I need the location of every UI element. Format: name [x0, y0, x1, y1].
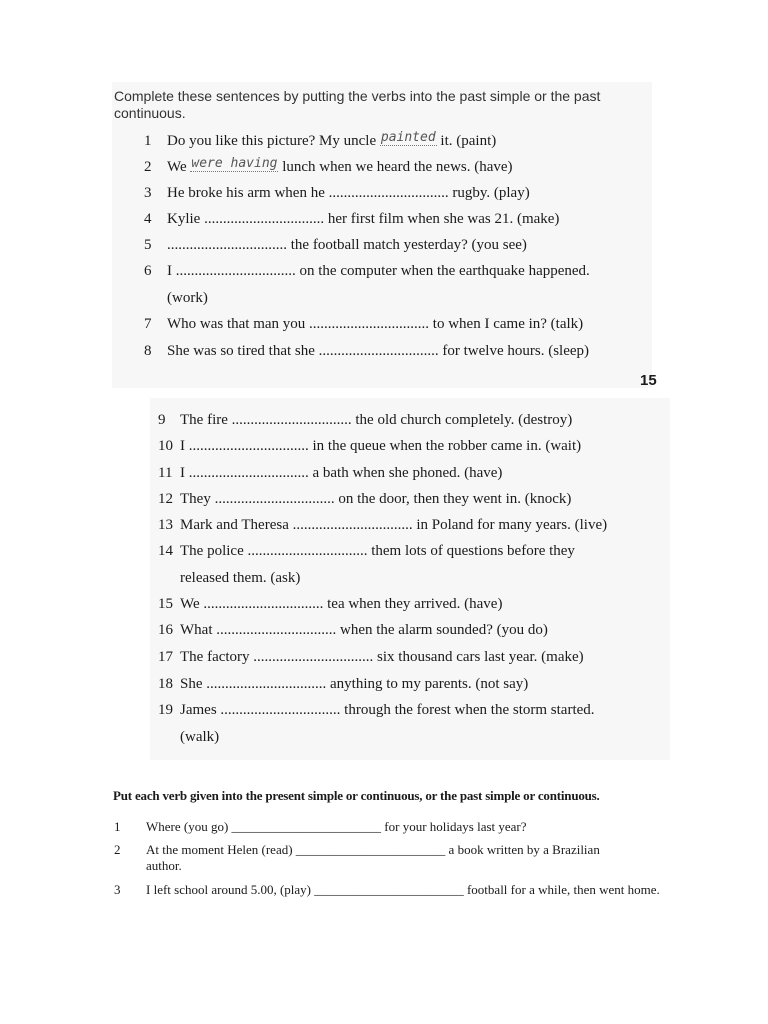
item-text: What ................................ when the alarm sounded? (you do) [180, 622, 548, 638]
exercise-instruction-2: Put each verb given into the present simple or continuous, or the past simple or continuous. [113, 788, 600, 803]
page-number: 15 [640, 372, 657, 389]
item-number: 7 [144, 316, 152, 332]
item-text: Kylie ................................ her first film when she was 21. (make) [167, 211, 560, 227]
item-number: 16 [158, 622, 173, 638]
exercise-instruction: Complete these sentences by putting the verbs into the past simple or the past continuous. [114, 88, 601, 121]
item-number: 19 [158, 702, 173, 718]
item-text: The police ................................ them lots of questions before they [180, 543, 575, 559]
item-number: 1 [144, 133, 152, 149]
item-number: 10 [158, 438, 173, 454]
item-text: Do you like this picture? My uncle painted it. (paint) [167, 130, 497, 149]
item-text: We were having lunch when we heard the news. (have) [167, 156, 513, 175]
item-text: I ................................ in the queue when the robber came in. (wait) [180, 438, 582, 454]
item-text-continued: released them. (ask) [180, 570, 301, 586]
item-number: 11 [158, 465, 173, 481]
item-number: 17 [158, 649, 173, 665]
item-text: I ................................ a bath when she phoned. (have) [180, 465, 503, 481]
item-number: 13 [158, 517, 173, 533]
item-text: We ................................ tea when they arrived. (have) [180, 596, 503, 612]
item-number: 3 [114, 882, 121, 897]
item-number: 3 [144, 185, 152, 201]
item-number: 15 [158, 596, 173, 612]
item-text: The factory ................................ six thousand cars last year. (make) [180, 649, 584, 665]
item-number: 6 [144, 263, 152, 279]
item-text: They ................................ on the door, then they went in. (knock) [180, 491, 572, 507]
item-number: 1 [114, 819, 121, 834]
item-text: Where (you go) _______________________ for your holidays last year? [146, 819, 527, 834]
item-text: At the moment Helen (read) _______________________ a book written by a Brazilian author. [146, 842, 600, 873]
item-text: Mark and Theresa ................................ in Poland for many years. (live) [180, 517, 608, 533]
item-number: 5 [144, 237, 152, 253]
item-text: I left school around 5.00, (play) _______________________ football for a while, then went home. [146, 882, 660, 897]
item-number: 2 [114, 842, 121, 857]
item-number: 4 [144, 211, 152, 227]
handwritten-answer: were having [191, 156, 278, 171]
item-text: She was so tired that she ................................ for twelve hours. (sleep) [167, 343, 590, 359]
item-number: 12 [158, 491, 173, 507]
item-text-continued: (work) [167, 290, 208, 306]
item-text: James ................................ through the forest when the storm started. [180, 702, 595, 718]
item-text: She ................................ anything to my parents. (not say) [180, 676, 529, 692]
item-number: 8 [144, 343, 152, 359]
item-text: He broke his arm when he ................................ rugby. (play) [167, 185, 530, 201]
item-number: 9 [158, 412, 166, 428]
item-text: The fire ................................ the old church completely. (destroy) [180, 412, 573, 428]
item-number: 2 [144, 159, 152, 175]
item-text-continued: (walk) [180, 729, 220, 745]
item-number: 18 [158, 676, 173, 692]
item-text: ................................ the football match yesterday? (you see) [167, 237, 527, 253]
handwritten-answer: painted [380, 130, 436, 145]
item-number: 14 [158, 543, 173, 559]
item-text: Who was that man you ................................ to when I came in? (talk) [167, 316, 584, 332]
item-text: I ................................ on the computer when the earthquake happened. [167, 263, 590, 279]
